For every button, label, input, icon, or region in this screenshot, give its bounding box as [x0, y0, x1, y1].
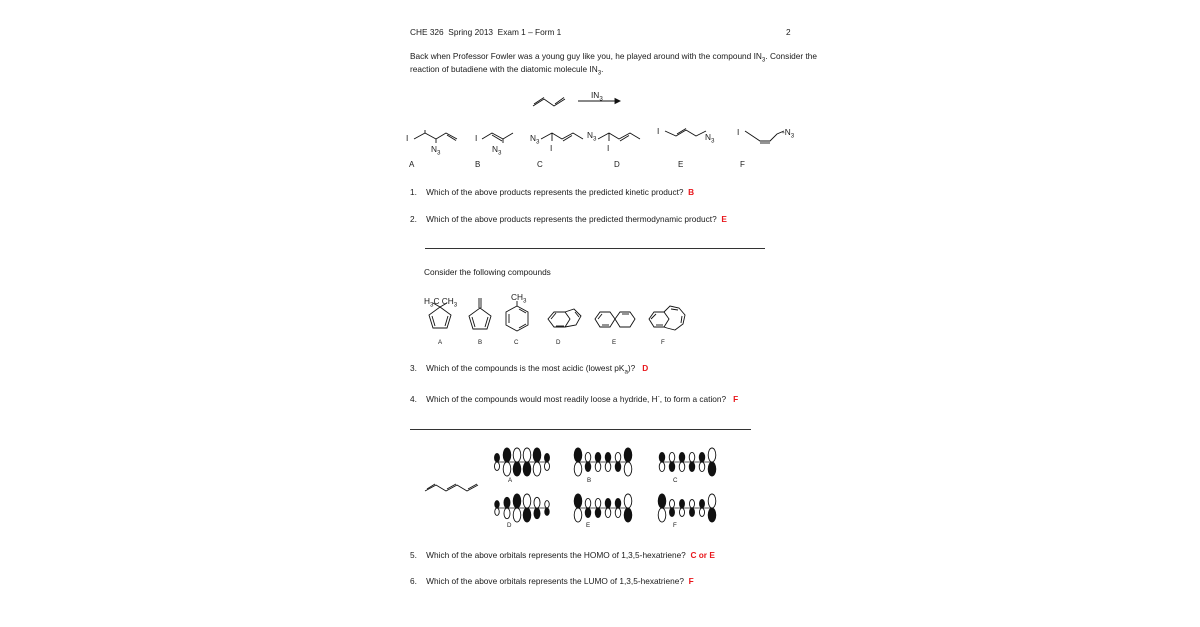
answer-mark: F	[688, 576, 694, 586]
p-lobe-top	[574, 494, 582, 508]
reagent-sub: 3	[599, 95, 603, 103]
orbital-label-f: F	[673, 522, 677, 529]
question-sub: a	[624, 368, 628, 376]
product-a-iodine: I	[406, 133, 409, 143]
p-lobe-bottom	[595, 462, 601, 472]
p-lobe-bottom	[504, 508, 510, 519]
hexatriene-structure	[425, 484, 478, 491]
p-lobe-top	[523, 448, 531, 462]
product-label-e: E	[678, 160, 684, 169]
product-c-iodine: I	[550, 143, 553, 153]
question-text-end: , to form a cation?	[659, 393, 727, 404]
question-text: Which of the above products represents the predicted kinetic product?	[426, 187, 684, 197]
compound-label-f: F	[661, 339, 665, 346]
p-lobe-top	[699, 452, 705, 462]
p-lobe-top	[495, 501, 499, 508]
orbital-diagram-e	[574, 494, 632, 522]
p-lobe-top	[545, 454, 550, 463]
question-number: 3.	[410, 363, 417, 373]
azide-sub: 3	[498, 149, 502, 157]
p-lobe-top	[574, 448, 582, 462]
orbital-diagram-c	[659, 448, 716, 476]
p-lobe-bottom	[523, 462, 531, 476]
intro-sub-2: 3	[597, 69, 602, 77]
p-lobe-top	[615, 498, 621, 508]
p-lobe-top	[679, 452, 685, 462]
p-lobe-bottom	[670, 508, 675, 517]
product-label-b: B	[475, 160, 481, 169]
ch3-sub: 3	[522, 297, 527, 305]
compound-label-d: D	[556, 339, 561, 346]
p-lobe-top	[690, 500, 695, 509]
question-5	[410, 550, 715, 560]
p-lobe-bottom	[659, 462, 665, 472]
orbital-diagram-d	[495, 494, 549, 522]
p-lobe-bottom	[545, 462, 550, 471]
course-code: CHE 326	[410, 27, 444, 37]
orbital-diagram-f	[658, 494, 716, 522]
compound-label-a: A	[438, 339, 443, 346]
p-lobe-bottom	[624, 508, 632, 522]
question-number: 6.	[410, 576, 417, 586]
azide-sub: 3	[536, 138, 540, 146]
p-lobe-bottom	[615, 508, 621, 518]
p-lobe-top	[495, 454, 500, 463]
answer-mark: F	[733, 393, 739, 404]
p-lobe-top	[513, 494, 521, 508]
azide-sub: 3	[437, 149, 441, 157]
reagent-text: IN	[591, 90, 600, 100]
p-lobe-top	[700, 500, 705, 509]
p-lobe-top	[659, 452, 665, 462]
p-lobe-bottom	[669, 462, 675, 472]
orbital-label-e: E	[586, 522, 591, 529]
product-label-d: D	[614, 160, 620, 169]
answer-mark: C or E	[690, 550, 715, 560]
exam-title: Exam 1 – Form 1	[497, 27, 562, 37]
azide-n: N	[530, 133, 536, 143]
azide-n: N	[784, 127, 791, 137]
p-lobe-top	[669, 452, 675, 462]
p-lobe-bottom	[680, 508, 685, 517]
azide-sub: 3	[711, 137, 715, 145]
product-label-f: F	[740, 160, 745, 169]
question-sup: -	[657, 393, 660, 400]
azide-sub: 3	[593, 135, 597, 143]
intro-text-1-end: . Consider the	[765, 51, 817, 61]
question-number: 2.	[410, 214, 417, 224]
question-text: Which of the compounds would most readily loose a hydride, H	[426, 393, 658, 404]
question-number: 4.	[410, 393, 417, 404]
p-lobe-top	[689, 452, 695, 462]
p-lobe-bottom	[708, 462, 716, 476]
p-lobe-top	[534, 497, 540, 508]
azide-n: N	[492, 144, 498, 154]
p-lobe-bottom	[585, 508, 591, 518]
p-lobe-top	[595, 452, 601, 462]
p-lobe-bottom	[699, 462, 705, 472]
product-f-azide: $-N_3$	[782, 127, 795, 140]
intro-sub-1: 3	[761, 56, 766, 64]
p-lobe-bottom	[585, 462, 591, 472]
question-text: Which of the above orbitals represents the LUMO of 1,3,5-hexatriene?	[426, 576, 684, 586]
question-number: 1.	[410, 187, 417, 197]
p-lobe-bottom	[605, 462, 611, 472]
p-lobe-top	[670, 500, 675, 509]
question-text-end: )?	[627, 363, 636, 373]
ch3-sub: 3	[453, 301, 458, 309]
question-text: Which of the above orbitals represents the HOMO of 1,3,5-hexatriene?	[426, 550, 686, 560]
p-lobe-bottom	[689, 462, 695, 472]
question-text: Which of the compounds is the most acidic (lowest pK	[426, 363, 625, 373]
p-lobe-top	[595, 498, 601, 508]
answer-mark: B	[688, 187, 695, 197]
p-lobe-bottom	[495, 462, 500, 471]
p-lobe-bottom	[658, 508, 666, 522]
intro-text-1: Back when Professor Fowler was a young guy like you, he played around with the compound IN	[410, 51, 762, 61]
orbital-label-d: D	[507, 522, 512, 529]
p-lobe-bottom	[690, 508, 695, 517]
product-label-a: A	[409, 160, 415, 169]
p-lobe-top	[503, 448, 511, 462]
h3c-h: H	[424, 296, 430, 306]
p-lobe-bottom	[523, 508, 531, 522]
intro-text-2-end: .	[601, 64, 604, 74]
orbital-diagram-a	[495, 448, 550, 476]
p-lobe-bottom	[534, 508, 540, 519]
product-b-iodine: I	[475, 133, 478, 143]
p-lobe-top	[513, 448, 521, 462]
p-lobe-bottom	[545, 508, 549, 515]
product-e-iodine: I	[657, 126, 660, 136]
question-text: Which of the above products represents the predicted thermodynamic product?	[426, 214, 717, 224]
term: Spring 2013	[448, 27, 494, 37]
p-lobe-top	[545, 501, 549, 508]
azide-n: N	[587, 130, 593, 140]
p-lobe-bottom	[605, 508, 611, 518]
p-lobe-top	[615, 452, 621, 462]
p-lobe-bottom	[503, 462, 511, 476]
p-lobe-top	[708, 494, 716, 508]
product-d-iodine: I	[607, 143, 610, 153]
product-label-c: C	[537, 160, 543, 169]
question-6	[410, 576, 694, 586]
compound-label-c: C	[514, 339, 519, 346]
compound-label-b: B	[478, 339, 483, 346]
orbital-diagram-b	[574, 448, 632, 476]
azide-sub: 3	[790, 132, 795, 140]
p-lobe-top	[624, 494, 632, 508]
compounds-intro: Consider the following compounds	[424, 267, 551, 277]
orbital-label-a: A	[508, 477, 513, 484]
p-lobe-bottom	[595, 508, 601, 518]
p-lobe-top	[504, 497, 510, 508]
azide-n: N	[705, 132, 711, 142]
answer-mark: E	[721, 214, 727, 224]
p-lobe-top	[533, 448, 541, 462]
p-lobe-bottom	[615, 462, 621, 472]
p-lobe-bottom	[513, 508, 521, 522]
orbital-label-c: C	[673, 477, 678, 484]
p-lobe-top	[585, 498, 591, 508]
p-lobe-top	[708, 448, 716, 462]
p-lobe-bottom	[574, 462, 582, 476]
p-lobe-top	[658, 494, 666, 508]
p-lobe-top	[605, 498, 611, 508]
p-lobe-top	[605, 452, 611, 462]
p-lobe-bottom	[700, 508, 705, 517]
question-number: 5.	[410, 550, 417, 560]
page-number: 2	[786, 27, 791, 37]
p-lobe-bottom	[533, 462, 541, 476]
h3c-sub: 3	[430, 301, 434, 309]
p-lobe-bottom	[624, 462, 632, 476]
p-lobe-top	[680, 500, 685, 509]
product-f-iodine: I	[737, 127, 740, 137]
p-lobe-bottom	[708, 508, 716, 522]
p-lobe-top	[624, 448, 632, 462]
p-lobe-top	[523, 494, 531, 508]
ch3-ch: CH	[441, 296, 454, 306]
p-lobe-bottom	[574, 508, 582, 522]
p-lobe-bottom	[495, 508, 499, 515]
orbital-label-b: B	[587, 477, 592, 484]
answer-mark: D	[642, 363, 649, 373]
compound-label-e: E	[612, 339, 617, 346]
p-lobe-bottom	[513, 462, 521, 476]
p-lobe-top	[585, 452, 591, 462]
p-lobe-bottom	[679, 462, 685, 472]
ch3-ch: CH	[511, 292, 523, 302]
h3c-c: C	[433, 296, 440, 306]
azide-n: N	[431, 144, 437, 154]
intro-text-2: reaction of butadiene with the diatomic molecule IN	[410, 64, 598, 74]
